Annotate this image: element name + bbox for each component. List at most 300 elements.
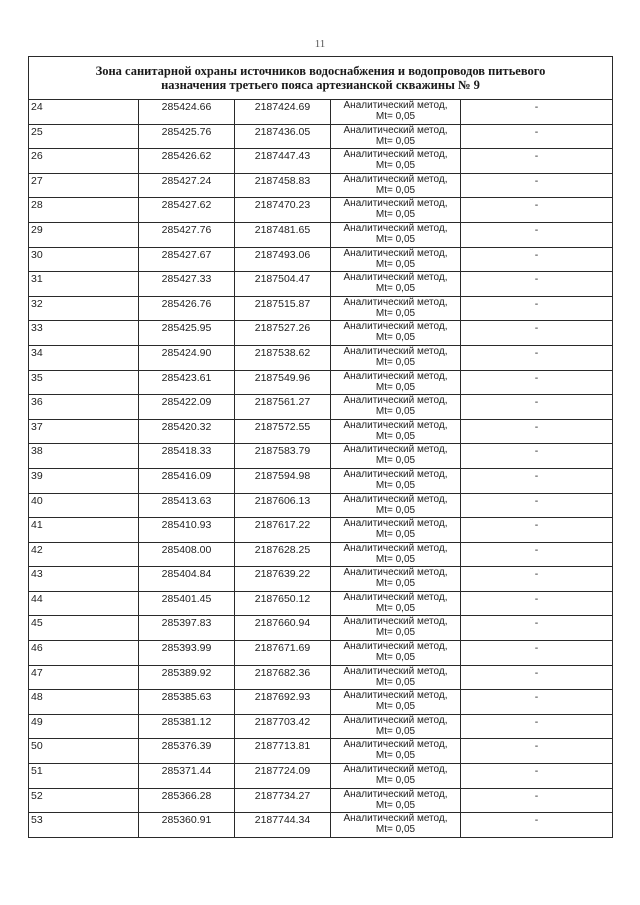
note-cell <box>461 665 613 690</box>
y-coordinate-value: 2187583.79 <box>254 445 311 458</box>
note-cell <box>461 370 613 395</box>
method-cell <box>331 518 461 543</box>
method-text: Аналитический метод, <box>343 616 448 628</box>
note-value: - <box>534 494 539 507</box>
note-value: - <box>534 666 539 679</box>
y-coordinate-value: 2187436.05 <box>254 125 311 138</box>
y-coordinate-cell <box>235 124 331 149</box>
note-cell <box>461 468 613 493</box>
note-cell <box>461 690 613 715</box>
table-title <box>29 57 613 100</box>
method-text: Аналитический метод, <box>343 296 448 308</box>
table-row <box>29 395 613 420</box>
y-coordinate-value: 2187447.43 <box>254 150 311 163</box>
method-text: Аналитический метод, <box>343 714 448 726</box>
point-number-value: 33 <box>31 322 43 335</box>
x-coordinate-value: 285385.63 <box>161 691 212 704</box>
y-coordinate-cell <box>235 813 331 838</box>
note-value: - <box>534 346 539 359</box>
y-coordinate-value: 2187639.22 <box>254 568 311 581</box>
point-number-cell <box>29 321 139 346</box>
table-row <box>29 714 613 739</box>
accuracy-text: Mt= 0,05 <box>375 799 416 811</box>
coordinates-table <box>28 56 613 838</box>
note-value: - <box>534 519 539 532</box>
note-cell <box>461 198 613 223</box>
method-text: Аналитический метод, <box>343 370 448 382</box>
point-number-cell <box>29 788 139 813</box>
point-number-value: 32 <box>31 297 43 310</box>
y-coordinate-cell <box>235 222 331 247</box>
x-coordinate-value: 285416.09 <box>161 469 212 482</box>
point-number-value: 46 <box>31 642 43 655</box>
note-cell <box>461 321 613 346</box>
y-coordinate-cell <box>235 788 331 813</box>
note-cell <box>461 641 613 666</box>
x-coordinate-value: 285410.93 <box>161 519 212 532</box>
method-text: Аналитический метод, <box>343 198 448 210</box>
table-row <box>29 272 613 297</box>
point-number-cell <box>29 419 139 444</box>
x-coordinate-cell <box>139 739 235 764</box>
method-cell <box>331 567 461 592</box>
table-row <box>29 788 613 813</box>
x-coordinate-cell <box>139 813 235 838</box>
accuracy-text: Mt= 0,05 <box>375 332 416 344</box>
y-coordinate-cell <box>235 419 331 444</box>
x-coordinate-value: 285425.95 <box>161 322 212 335</box>
point-number-cell <box>29 764 139 789</box>
x-coordinate-cell <box>139 444 235 469</box>
point-number-value: 42 <box>31 543 43 556</box>
accuracy-text: Mt= 0,05 <box>375 479 416 491</box>
point-number-cell <box>29 173 139 198</box>
x-coordinate-cell <box>139 567 235 592</box>
method-text: Аналитический метод, <box>343 813 448 825</box>
point-number-value: 53 <box>31 814 43 827</box>
y-coordinate-cell <box>235 395 331 420</box>
y-coordinate-value: 2187504.47 <box>254 273 311 286</box>
y-coordinate-value: 2187734.27 <box>254 789 311 802</box>
method-cell <box>331 124 461 149</box>
accuracy-text: Mt= 0,05 <box>375 455 416 467</box>
note-value: - <box>534 715 539 728</box>
y-coordinate-cell <box>235 518 331 543</box>
table-row <box>29 198 613 223</box>
table-title-line-1: Зона санитарной охраны источников водоснабжения и водопроводов питьевого <box>95 64 546 78</box>
table-title-row <box>29 57 613 100</box>
method-cell <box>331 714 461 739</box>
note-value: - <box>534 642 539 655</box>
x-coordinate-cell <box>139 100 235 125</box>
x-coordinate-cell <box>139 395 235 420</box>
point-number-value: 28 <box>31 199 43 212</box>
y-coordinate-value: 2187561.27 <box>254 396 311 409</box>
table-row <box>29 222 613 247</box>
note-cell <box>461 714 613 739</box>
y-coordinate-value: 2187527.26 <box>254 322 311 335</box>
note-value: - <box>534 248 539 261</box>
note-cell <box>461 739 613 764</box>
method-text: Аналитический метод, <box>343 419 448 431</box>
table-row <box>29 173 613 198</box>
point-number-cell <box>29 100 139 125</box>
method-cell <box>331 468 461 493</box>
point-number-value: 51 <box>31 765 43 778</box>
method-text: Аналитический метод, <box>343 518 448 530</box>
x-coordinate-cell <box>139 788 235 813</box>
point-number-cell <box>29 567 139 592</box>
table-row <box>29 247 613 272</box>
point-number-value: 26 <box>31 150 43 163</box>
table-row <box>29 665 613 690</box>
method-cell <box>331 591 461 616</box>
point-number-value: 41 <box>31 519 43 532</box>
x-coordinate-cell <box>139 247 235 272</box>
table-row <box>29 567 613 592</box>
note-cell <box>461 173 613 198</box>
y-coordinate-value: 2187682.36 <box>254 666 311 679</box>
x-coordinate-cell <box>139 690 235 715</box>
point-number-cell <box>29 124 139 149</box>
y-coordinate-value: 2187606.13 <box>254 494 311 507</box>
y-coordinate-value: 2187617.22 <box>254 519 311 532</box>
note-cell <box>461 616 613 641</box>
method-text: Аналитический метод, <box>343 788 448 800</box>
table-row <box>29 149 613 174</box>
accuracy-text: Mt= 0,05 <box>375 135 416 147</box>
y-coordinate-value: 2187744.34 <box>254 814 311 827</box>
x-coordinate-value: 285422.09 <box>161 396 212 409</box>
x-coordinate-cell <box>139 345 235 370</box>
method-text: Аналитический метод, <box>343 493 448 505</box>
point-number-cell <box>29 518 139 543</box>
accuracy-text: Mt= 0,05 <box>375 258 416 270</box>
x-coordinate-cell <box>139 493 235 518</box>
accuracy-text: Mt= 0,05 <box>375 824 416 836</box>
point-number-cell <box>29 739 139 764</box>
note-cell <box>461 296 613 321</box>
note-cell <box>461 542 613 567</box>
y-coordinate-value: 2187703.42 <box>254 715 311 728</box>
method-cell <box>331 444 461 469</box>
method-cell <box>331 370 461 395</box>
y-coordinate-value: 2187660.94 <box>254 617 311 630</box>
note-value: - <box>534 469 539 482</box>
y-coordinate-cell <box>235 100 331 125</box>
x-coordinate-cell <box>139 173 235 198</box>
x-coordinate-value: 285427.62 <box>161 199 212 212</box>
x-coordinate-cell <box>139 198 235 223</box>
note-value: - <box>534 371 539 384</box>
table-row <box>29 690 613 715</box>
note-cell <box>461 567 613 592</box>
note-value: - <box>534 199 539 212</box>
accuracy-text: Mt= 0,05 <box>375 283 416 295</box>
method-cell <box>331 665 461 690</box>
y-coordinate-value: 2187724.09 <box>254 765 311 778</box>
point-number-cell <box>29 813 139 838</box>
note-value: - <box>534 592 539 605</box>
point-number-value: 45 <box>31 617 43 630</box>
x-coordinate-cell <box>139 616 235 641</box>
method-text: Аналитический метод, <box>343 444 448 456</box>
x-coordinate-value: 285424.90 <box>161 346 212 359</box>
point-number-value: 39 <box>31 469 43 482</box>
point-number-cell <box>29 665 139 690</box>
method-text: Аналитический метод, <box>343 345 448 357</box>
y-coordinate-value: 2187628.25 <box>254 543 311 556</box>
x-coordinate-value: 285408.00 <box>161 543 212 556</box>
x-coordinate-cell <box>139 149 235 174</box>
x-coordinate-value: 285371.44 <box>161 765 212 778</box>
x-coordinate-cell <box>139 641 235 666</box>
method-cell <box>331 739 461 764</box>
table-row <box>29 321 613 346</box>
y-coordinate-value: 2187424.69 <box>254 101 311 113</box>
x-coordinate-cell <box>139 222 235 247</box>
accuracy-text: Mt= 0,05 <box>375 553 416 565</box>
point-number-value: 48 <box>31 691 43 704</box>
y-coordinate-cell <box>235 567 331 592</box>
note-cell <box>461 493 613 518</box>
method-cell <box>331 690 461 715</box>
x-coordinate-value: 285427.76 <box>161 223 212 236</box>
accuracy-text: Mt= 0,05 <box>375 381 416 393</box>
y-coordinate-cell <box>235 665 331 690</box>
note-value: - <box>534 273 539 286</box>
method-cell <box>331 788 461 813</box>
y-coordinate-cell <box>235 149 331 174</box>
point-number-cell <box>29 714 139 739</box>
point-number-value: 25 <box>31 125 43 138</box>
x-coordinate-value: 285389.92 <box>161 666 212 679</box>
x-coordinate-value: 285427.24 <box>161 174 212 187</box>
method-cell <box>331 813 461 838</box>
x-coordinate-value: 285423.61 <box>161 371 212 384</box>
note-value: - <box>534 322 539 335</box>
point-number-value: 36 <box>31 396 43 409</box>
method-cell <box>331 198 461 223</box>
method-text: Аналитический метод, <box>343 690 448 702</box>
method-cell <box>331 321 461 346</box>
point-number-cell <box>29 222 139 247</box>
method-text: Аналитический метод, <box>343 173 448 185</box>
method-cell <box>331 247 461 272</box>
x-coordinate-value: 285376.39 <box>161 740 212 753</box>
y-coordinate-cell <box>235 468 331 493</box>
point-number-value: 49 <box>31 715 43 728</box>
note-value: - <box>534 101 539 113</box>
point-number-cell <box>29 444 139 469</box>
table-row <box>29 493 613 518</box>
point-number-value: 34 <box>31 346 43 359</box>
y-coordinate-cell <box>235 444 331 469</box>
x-coordinate-cell <box>139 321 235 346</box>
note-value: - <box>534 297 539 310</box>
table-row <box>29 591 613 616</box>
x-coordinate-cell <box>139 518 235 543</box>
x-coordinate-cell <box>139 468 235 493</box>
note-value: - <box>534 740 539 753</box>
table-row <box>29 518 613 543</box>
method-text: Аналитический метод, <box>343 272 448 284</box>
point-number-cell <box>29 345 139 370</box>
y-coordinate-cell <box>235 247 331 272</box>
note-value: - <box>534 445 539 458</box>
method-cell <box>331 222 461 247</box>
table-row <box>29 345 613 370</box>
point-number-value: 30 <box>31 248 43 261</box>
point-number-cell <box>29 468 139 493</box>
method-text: Аналитический метод, <box>343 542 448 554</box>
point-number-value: 35 <box>31 371 43 384</box>
y-coordinate-cell <box>235 321 331 346</box>
note-cell <box>461 222 613 247</box>
note-value: - <box>534 568 539 581</box>
point-number-value: 44 <box>31 592 43 605</box>
y-coordinate-value: 2187458.83 <box>254 174 311 187</box>
method-text: Аналитический метод, <box>343 124 448 136</box>
y-coordinate-value: 2187713.81 <box>254 740 311 753</box>
y-coordinate-cell <box>235 690 331 715</box>
note-value: - <box>534 396 539 409</box>
point-number-value: 52 <box>31 789 43 802</box>
x-coordinate-value: 285393.99 <box>161 642 212 655</box>
note-value: - <box>534 617 539 630</box>
x-coordinate-cell <box>139 296 235 321</box>
x-coordinate-value: 285397.83 <box>161 617 212 630</box>
y-coordinate-cell <box>235 198 331 223</box>
method-cell <box>331 764 461 789</box>
point-number-cell <box>29 272 139 297</box>
table-row <box>29 100 613 125</box>
point-number-cell <box>29 493 139 518</box>
note-cell <box>461 764 613 789</box>
note-cell <box>461 149 613 174</box>
x-coordinate-value: 285426.76 <box>161 297 212 310</box>
y-coordinate-value: 2187671.69 <box>254 642 311 655</box>
accuracy-text: Mt= 0,05 <box>375 160 416 172</box>
point-number-cell <box>29 395 139 420</box>
note-cell <box>461 247 613 272</box>
point-number-value: 29 <box>31 223 43 236</box>
note-cell <box>461 444 613 469</box>
table-row <box>29 542 613 567</box>
y-coordinate-value: 2187650.12 <box>254 592 311 605</box>
point-number-value: 37 <box>31 420 43 433</box>
note-value: - <box>534 223 539 236</box>
note-cell <box>461 518 613 543</box>
accuracy-text: Mt= 0,05 <box>375 725 416 737</box>
accuracy-text: Mt= 0,05 <box>375 676 416 688</box>
y-coordinate-cell <box>235 739 331 764</box>
x-coordinate-cell <box>139 665 235 690</box>
note-value: - <box>534 125 539 138</box>
x-coordinate-cell <box>139 714 235 739</box>
table-row <box>29 419 613 444</box>
table-title-line-2: назначения третьего пояса артезианской скважины № 9 <box>161 78 480 92</box>
method-text: Аналитический метод, <box>343 247 448 259</box>
accuracy-text: Mt= 0,05 <box>375 209 416 221</box>
accuracy-text: Mt= 0,05 <box>375 233 416 245</box>
x-coordinate-value: 285426.62 <box>161 150 212 163</box>
x-coordinate-cell <box>139 124 235 149</box>
x-coordinate-value: 285401.45 <box>161 592 212 605</box>
y-coordinate-cell <box>235 370 331 395</box>
y-coordinate-value: 2187549.96 <box>254 371 311 384</box>
point-number-cell <box>29 616 139 641</box>
y-coordinate-value: 2187572.55 <box>254 420 311 433</box>
method-cell <box>331 345 461 370</box>
point-number-cell <box>29 641 139 666</box>
note-cell <box>461 124 613 149</box>
point-number-value: 38 <box>31 445 43 458</box>
x-coordinate-value: 285404.84 <box>161 568 212 581</box>
x-coordinate-cell <box>139 370 235 395</box>
accuracy-text: Mt= 0,05 <box>375 701 416 713</box>
point-number-cell <box>29 690 139 715</box>
note-cell <box>461 272 613 297</box>
method-cell <box>331 272 461 297</box>
note-value: - <box>534 174 539 187</box>
point-number-cell <box>29 149 139 174</box>
table-row <box>29 296 613 321</box>
accuracy-text: Mt= 0,05 <box>375 111 416 122</box>
x-coordinate-value: 285424.66 <box>161 101 212 113</box>
table-row <box>29 124 613 149</box>
method-cell <box>331 616 461 641</box>
method-cell <box>331 100 461 125</box>
note-value: - <box>534 765 539 778</box>
y-coordinate-cell <box>235 714 331 739</box>
y-coordinate-cell <box>235 542 331 567</box>
point-number-cell <box>29 542 139 567</box>
y-coordinate-value: 2187470.23 <box>254 199 311 212</box>
x-coordinate-value: 285425.76 <box>161 125 212 138</box>
y-coordinate-value: 2187692.93 <box>254 691 311 704</box>
table-row <box>29 813 613 838</box>
method-text: Аналитический метод, <box>343 100 448 111</box>
y-coordinate-cell <box>235 493 331 518</box>
method-text: Аналитический метод, <box>343 641 448 653</box>
method-cell <box>331 395 461 420</box>
table-row <box>29 444 613 469</box>
method-cell <box>331 296 461 321</box>
y-coordinate-cell <box>235 764 331 789</box>
method-text: Аналитический метод, <box>343 222 448 234</box>
x-coordinate-cell <box>139 764 235 789</box>
method-cell <box>331 173 461 198</box>
note-cell <box>461 345 613 370</box>
note-cell <box>461 591 613 616</box>
x-coordinate-value: 285427.33 <box>161 273 212 286</box>
note-cell <box>461 813 613 838</box>
y-coordinate-cell <box>235 296 331 321</box>
method-cell <box>331 542 461 567</box>
note-value: - <box>534 420 539 433</box>
point-number-value: 24 <box>31 101 43 113</box>
note-cell <box>461 419 613 444</box>
x-coordinate-value: 285418.33 <box>161 445 212 458</box>
accuracy-text: Mt= 0,05 <box>375 307 416 319</box>
accuracy-text: Mt= 0,05 <box>375 750 416 762</box>
note-cell <box>461 100 613 125</box>
point-number-cell <box>29 296 139 321</box>
method-text: Аналитический метод, <box>343 764 448 776</box>
point-number-value: 31 <box>31 273 43 286</box>
point-number-cell <box>29 247 139 272</box>
